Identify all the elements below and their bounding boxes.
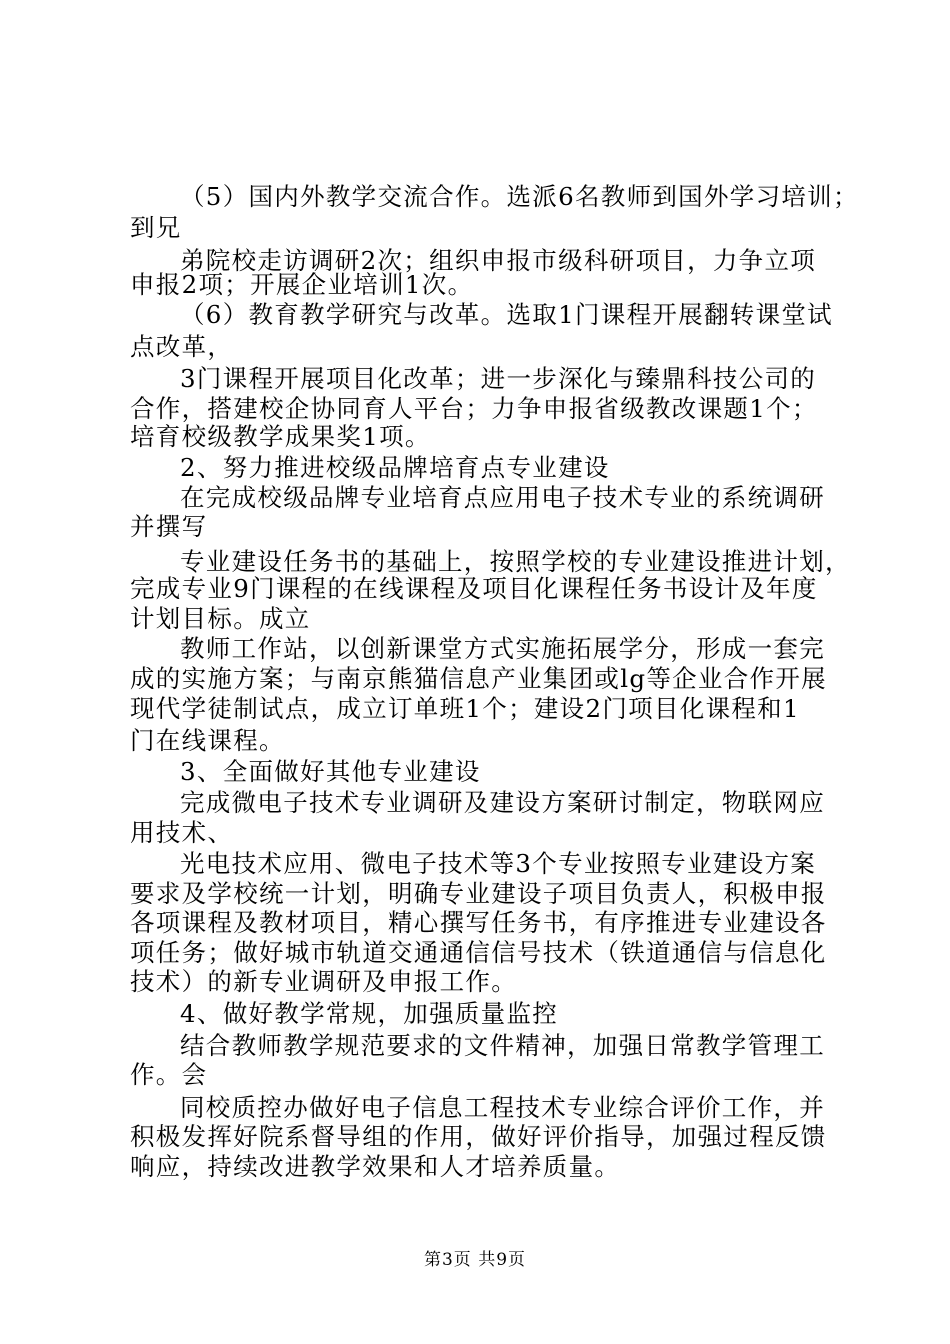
section-heading: 4、做好教学常规，加强质量监控 [180,999,559,1028]
text-line: 弟院校走访调研2次；组织申报市级科研项目，力争立项 [180,246,817,275]
text-line: （5）国内外教学交流合作。选派6名教师到国外学习培训； [180,182,859,211]
text-line: 积极发挥好院系督导组的作用，做好评价指导，加强过程反馈 [130,1122,827,1151]
text-line: 到兄 [130,213,182,242]
text-line: 结合教师教学规范要求的文件精神，加强日常教学管理工 [180,1031,825,1060]
text-line: 各项课程及教材项目，精心撰写任务书，有序推进专业建设各 [130,908,827,937]
text-line: 完成专业9门课程的在线课程及项目化课程任务书设计及年度 [130,574,818,603]
section-heading: 2、努力推进校级品牌培育点专业建设 [180,453,610,482]
section-heading: 3、全面做好其他专业建设 [180,757,481,786]
text-line: 要求及学校统一计划，明确专业建设子项目负责人，积极申报 [130,879,827,908]
text-line: 响应，持续改进教学效果和人才培养质量。 [130,1152,621,1181]
text-line: 在完成校级品牌专业培育点应用电子技术专业的系统调研 [180,483,825,512]
text-line: 用技术、 [130,818,234,847]
text-line: 教师工作站，以创新课堂方式实施拓展学分，形成一套完 [180,634,825,663]
text-line: 技术）的新专业调研及申报工作。 [130,967,517,996]
text-line: 同校质控办做好电子信息工程技术专业综合评价工作，并 [180,1093,825,1122]
text-line: 项任务；做好城市轨道交通通信信号技术（铁道通信与信息化 [130,938,827,967]
text-line: 专业建设任务书的基础上，按照学校的专业建设推进计划， [180,547,851,576]
text-line: 3门课程开展项目化改革；进一步深化与臻鼎科技公司的 [180,364,817,393]
text-line: 合作，搭建校企协同育人平台；力争申报省级教改课题1个； [130,394,818,423]
text-line: 完成微电子技术专业调研及建设方案研讨制定，物联网应 [180,788,825,817]
text-line: 成的实施方案；与南京熊猫信息产业集团或lg等企业合作开展 [130,664,827,693]
text-line: 并撰写 [130,512,208,541]
text-line: 门在线课程。 [130,726,285,755]
text-line: 计划目标。成立 [130,604,311,633]
text-line: 现代学徒制试点，成立订单班1个；建设2门项目化课程和1 [130,694,800,723]
text-line: 申报2项；开展企业培训1次。 [130,270,474,299]
text-line: （6）教育教学研究与改革。选取1门课程开展翻转课堂试 [180,300,833,329]
text-line: 作。会 [130,1060,208,1089]
text-line: 点改革， [130,332,234,361]
page-number: 第3页 共9页 [423,1250,527,1270]
text-line: 光电技术应用、微电子技术等3个专业按照专业建设方案 [180,849,817,878]
text-line: 培育校级教学成果奖1项。 [130,422,431,451]
